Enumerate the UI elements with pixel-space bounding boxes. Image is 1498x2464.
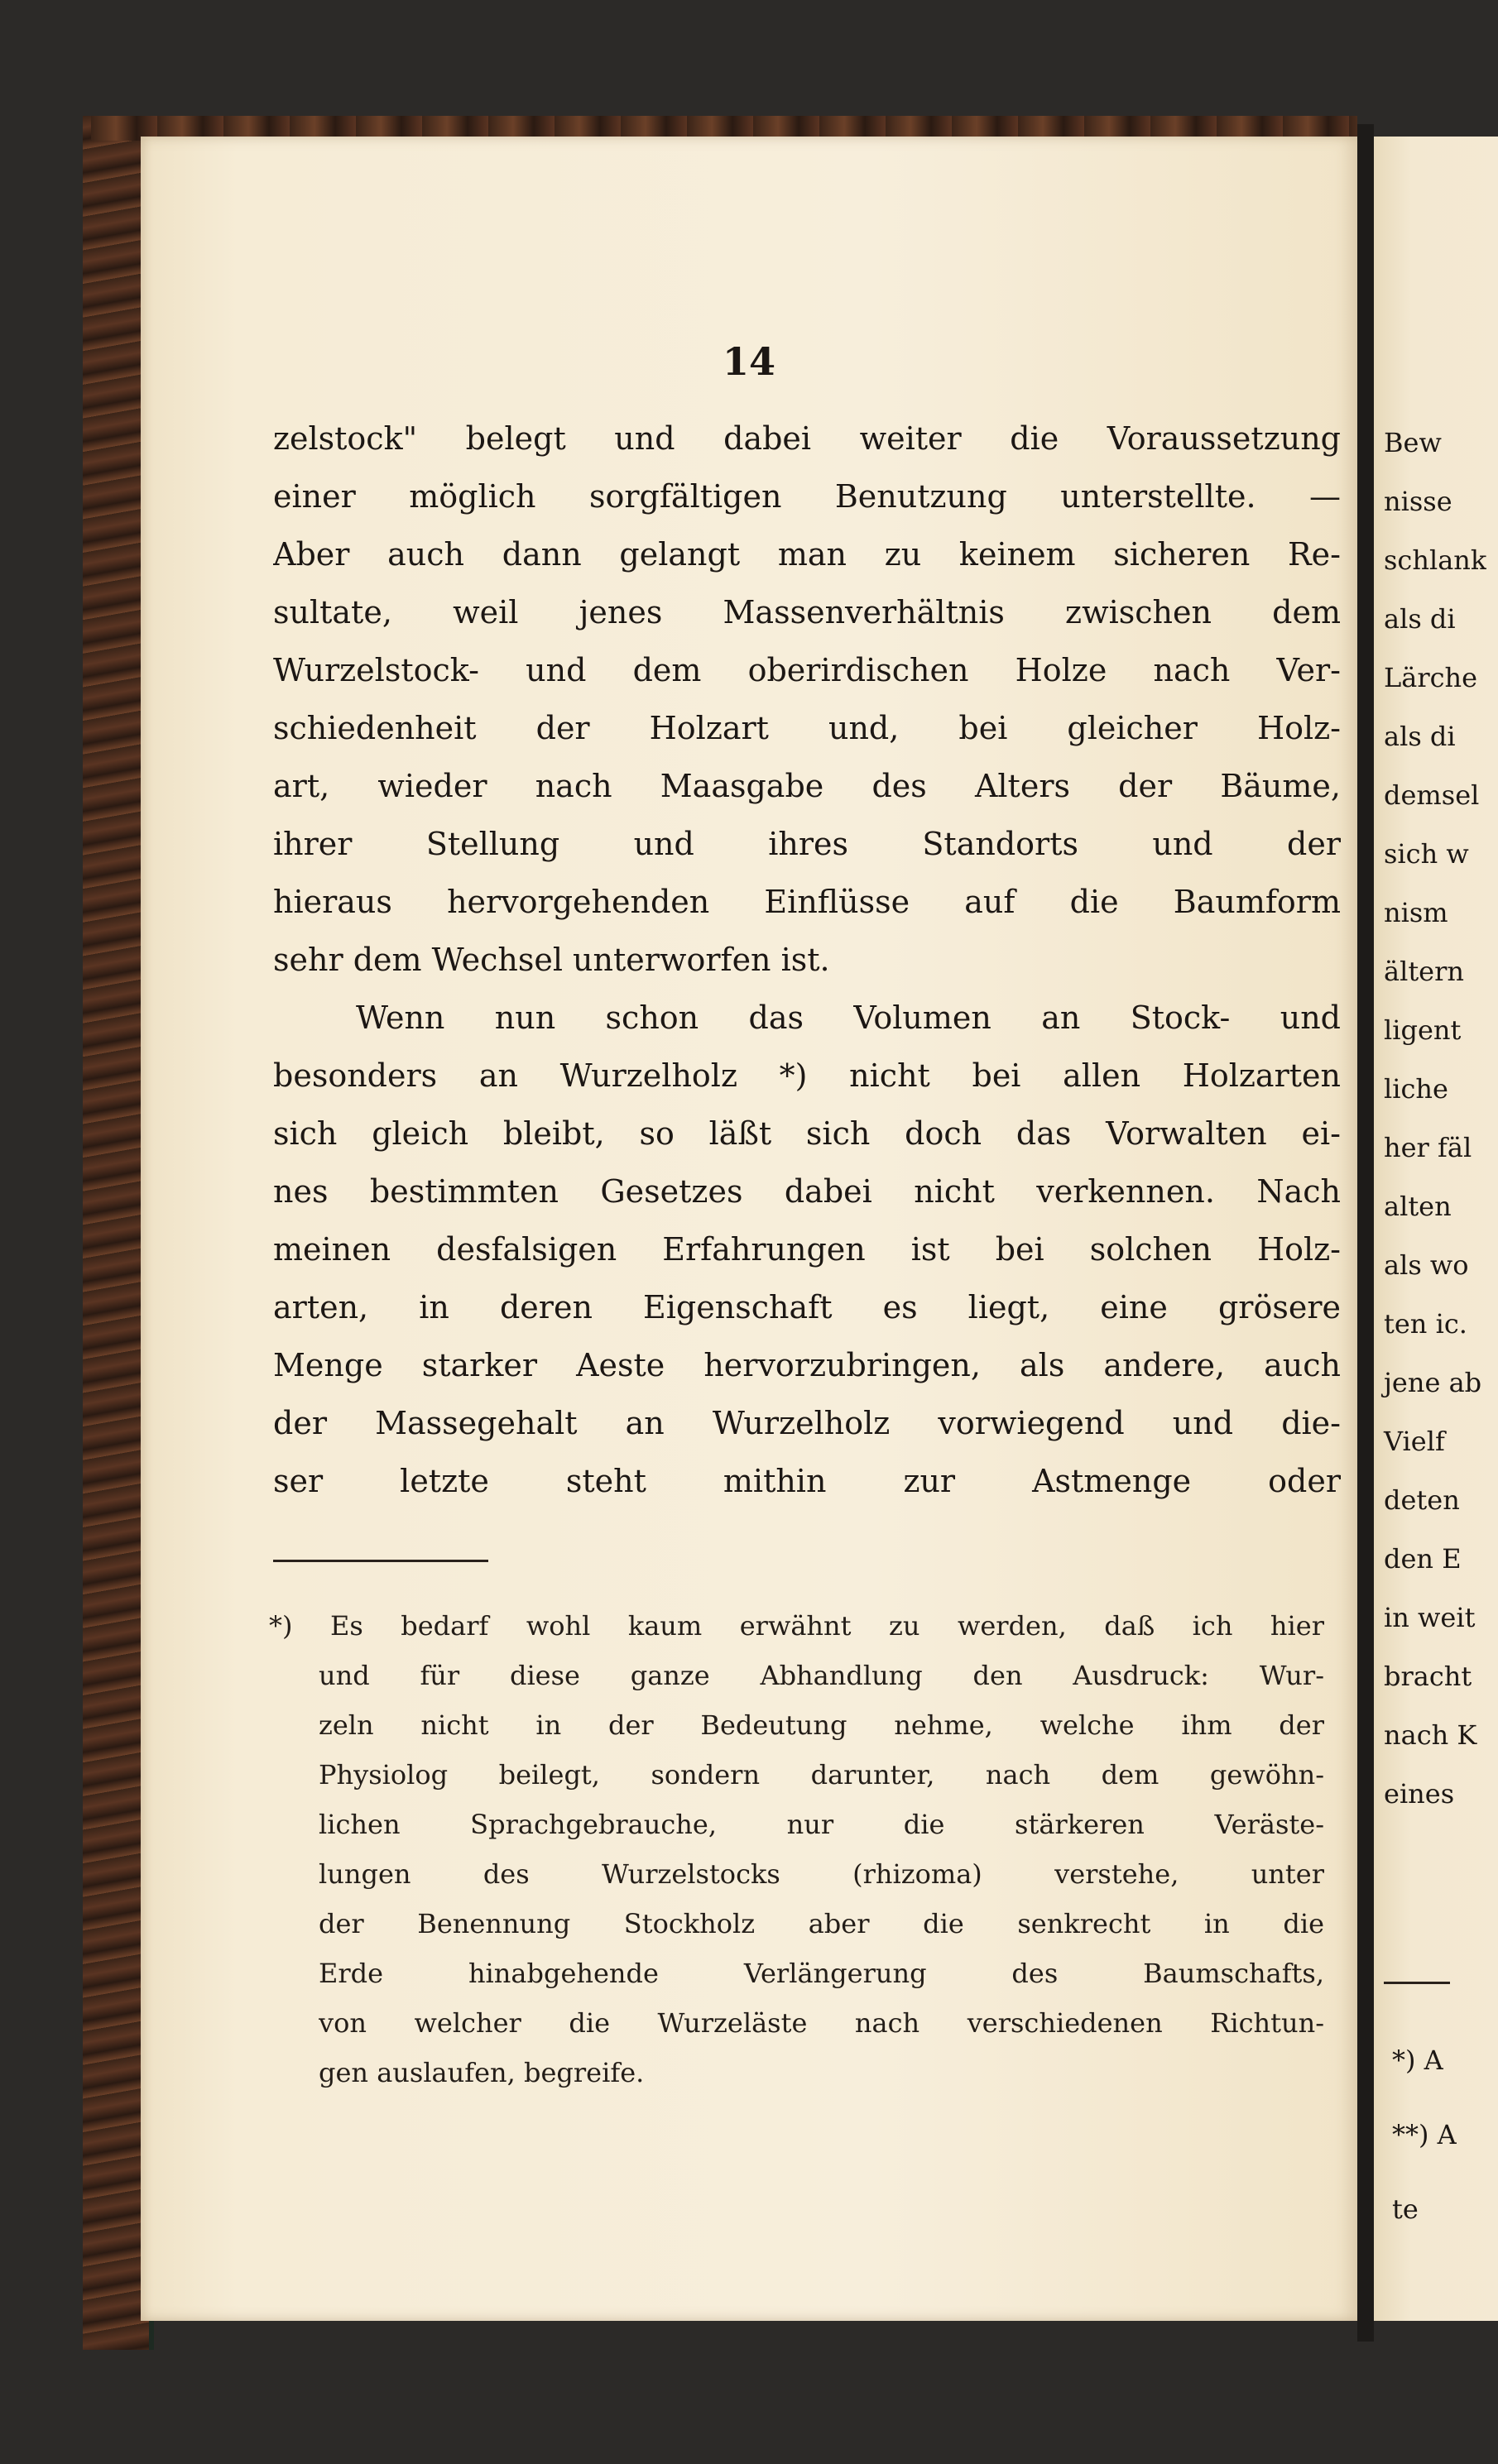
text-line: hieraus hervorgehenden Einflüsse auf die Baumform xyxy=(273,884,1341,920)
text-line: schiedenheit der Holzart und, bei gleicher Holz- xyxy=(273,710,1341,746)
footnote-line: von welcher die Wurzeläste nach verschiedenen Richtun- xyxy=(319,2007,1324,2039)
facing-line: als di xyxy=(1384,603,1456,635)
text-line: art, wieder nach Maasgabe des Alters der Bäume, xyxy=(273,768,1341,804)
facing-line: als di xyxy=(1384,721,1456,752)
facing-footnotes xyxy=(1382,2023,1457,2246)
page-number: 14 xyxy=(722,339,775,384)
facing-line: ältern xyxy=(1384,956,1465,987)
facing-line: Bew xyxy=(1384,427,1442,458)
text-line: Aber auch dann gelangt man zu keinem sicheren Re- xyxy=(273,536,1341,573)
facing-page-text xyxy=(1374,414,1486,1824)
footnote xyxy=(269,1601,1324,2097)
facing-line: den E xyxy=(1384,1543,1462,1575)
footnote-line: zeln nicht in der Bedeutung nehme, welche ihm der xyxy=(319,1709,1324,1741)
facing-footnote-separator xyxy=(1384,1982,1450,1984)
facing-line: bracht xyxy=(1384,1661,1472,1692)
main-text xyxy=(273,410,1341,1510)
facing-line: als wo xyxy=(1384,1249,1469,1281)
text-line: meinen desfalsigen Erfahrungen ist bei solchen Holz- xyxy=(273,1231,1341,1268)
facing-line: sich w xyxy=(1384,838,1469,870)
text-line: Wurzelstock- und dem oberirdischen Holze nach Ver- xyxy=(273,652,1341,688)
facing-line: alten xyxy=(1384,1191,1452,1222)
text-line: Wenn nun schon das Volumen an Stock- und xyxy=(356,1000,1341,1036)
facing-line: deten xyxy=(1384,1484,1460,1516)
facing-line: ten ic. xyxy=(1384,1308,1467,1340)
footnote-separator xyxy=(273,1560,488,1562)
facing-line: Vielf xyxy=(1384,1426,1445,1457)
text-line: einer möglich sorgfältigen Benutzung unterstellte. — xyxy=(273,478,1341,515)
footnote-line: Physiolog beilegt, sondern darunter, nach dem gewöhn- xyxy=(319,1759,1324,1790)
footnote-line: lichen Sprachgebrauche, nur die stärkeren Veräste- xyxy=(319,1809,1324,1840)
facing-line: jene ab xyxy=(1384,1367,1482,1398)
facing-line: nach K xyxy=(1384,1719,1477,1751)
text-line: arten, in deren Eigenschaft es liegt, eine grösere xyxy=(273,1289,1341,1325)
text-line: sich gleich bleibt, so läßt sich doch das Vorwalten ei- xyxy=(273,1115,1341,1152)
footnote-line: lungen des Wurzelstocks (rhizoma) verstehe, unter xyxy=(319,1858,1324,1890)
text-line: ser letzte steht mithin zur Astmenge oder xyxy=(273,1463,1341,1499)
facing-line: demsel xyxy=(1384,779,1480,811)
text-line: Menge starker Aeste hervorzubringen, als andere, auch xyxy=(273,1347,1341,1383)
facing-line: in weit xyxy=(1384,1602,1476,1633)
facing-page xyxy=(1374,137,1498,2321)
footnote-line: der Benennung Stockholz aber die senkrecht in die xyxy=(319,1908,1324,1939)
footnote-line: Erde hinabgehende Verlängerung des Baumschafts, xyxy=(319,1958,1324,1989)
facing-line: schlank xyxy=(1384,544,1487,576)
facing-line: her fäl xyxy=(1384,1132,1472,1163)
facing-line: liche xyxy=(1384,1073,1448,1105)
left-page xyxy=(141,137,1357,2321)
text-line: der Massegehalt an Wurzelholz vorwiegend und die- xyxy=(273,1405,1341,1441)
facing-line: eines xyxy=(1384,1778,1455,1810)
footnote-line: und für diese ganze Abhandlung den Ausdruck: Wur- xyxy=(319,1660,1324,1691)
facing-line: nism xyxy=(1384,897,1448,928)
footnote-line: *) Es bedarf wohl kaum erwähnt zu werden, daß ich hier xyxy=(269,1610,1324,1642)
text-line: sehr dem Wechsel unterworfen ist. xyxy=(273,942,830,978)
facing-line: ligent xyxy=(1384,1014,1462,1046)
facing-footnote-line: te xyxy=(1392,2193,1419,2225)
facing-line: nisse xyxy=(1384,486,1452,517)
footnote-line: gen auslaufen, begreife. xyxy=(319,2057,645,2088)
book-gutter xyxy=(1357,124,1374,2342)
text-line: zelstock" belegt und dabei weiter die Voraussetzung xyxy=(273,420,1341,457)
facing-line: Lärche xyxy=(1384,662,1478,693)
text-line: ihrer Stellung und ihres Standorts und der xyxy=(273,826,1341,862)
text-line: nes bestimmten Gesetzes dabei nicht verkennen. Nach xyxy=(273,1173,1341,1210)
text-line: sultate, weil jenes Massenverhältnis zwischen dem xyxy=(273,594,1341,630)
facing-footnote-line: **) A xyxy=(1392,2119,1457,2150)
text-line: besonders an Wurzelholz *) nicht bei allen Holzarten xyxy=(273,1057,1341,1094)
facing-footnote-line: *) A xyxy=(1392,2045,1443,2076)
